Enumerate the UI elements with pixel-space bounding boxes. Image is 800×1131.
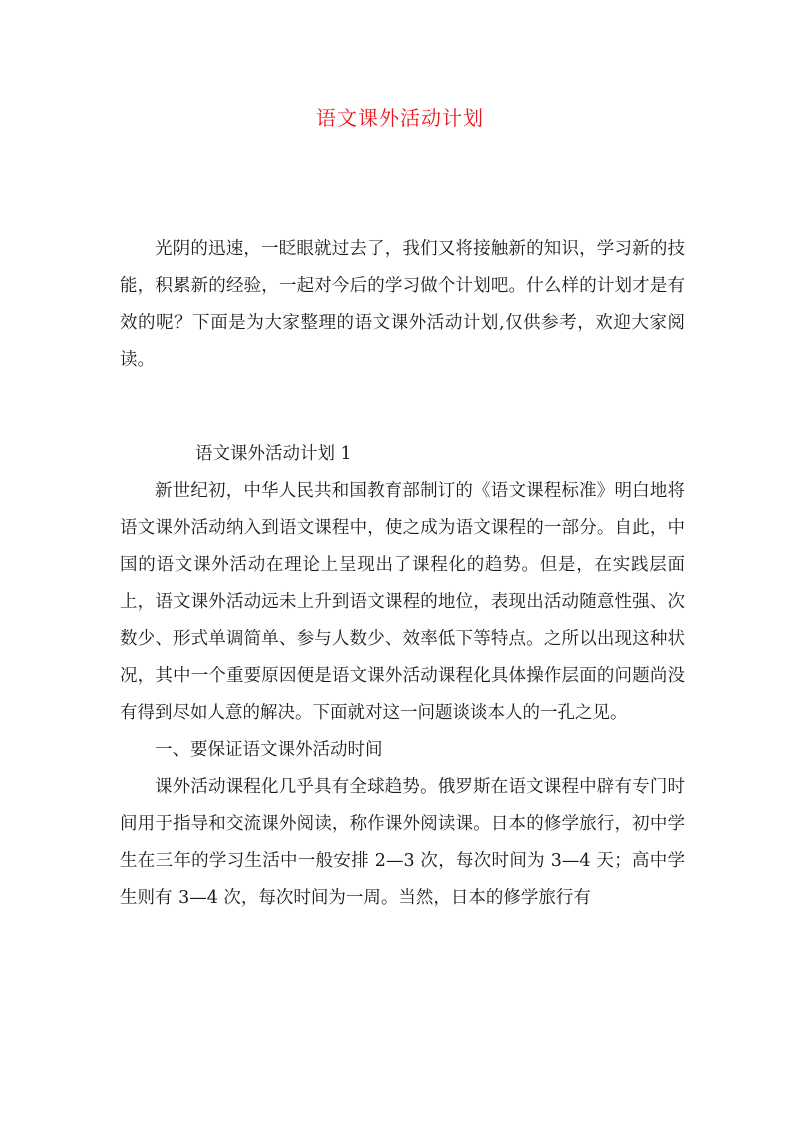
body-heading: 一、要保证语文课外活动时间	[155, 740, 383, 760]
section-block	[120, 436, 685, 917]
section-title: 语文课外活动计划 1	[195, 444, 352, 464]
intro-block	[120, 231, 685, 379]
body-paragraph: 课外活动课程化几乎具有全球趋势。俄罗斯在语文课程中辟有专门时间用于指导和交流课外阅读，称作课外阅读课。日本的修学旅行，初中学生在三年的学习生活中一般安排 2—3 次，每次时间为 3—4 天；高中学生则有 3—4 次，每次时间为一周。当然，日本的修学旅行有	[120, 777, 685, 908]
intro-paragraph: 光阴的迅速，一眨眼就过去了，我们又将接触新的知识，学习新的技能，积累新的经验，一起对今后的学习做个计划吧。什么样的计划才是有效的呢？下面是为大家整理的语文课外活动计划,仅供参考，欢迎大家阅读。	[120, 239, 685, 370]
document-title: 语文课外活动计划	[316, 106, 484, 130]
body-paragraph: 新世纪初，中华人民共和国教育部制订的《语文课程标准》明白地将语文课外活动纳入到语文课程中，使之成为语文课程的一部分。自此，中国的语文课外活动在理论上呈现出了课程化的趋势。但是，在实践层面上，语文课外活动远未上升到语文课程的地位，表现出活动随意性强、次数少、形式单调简单、参与人数少、效率低下等特点。之所以出现这种状况，其中一个重要原因便是语文课外活动课程化具体操作层面的问题尚没有得到尽如人意的解决。下面就对这一问题谈谈本人的一孔之见。	[120, 481, 685, 723]
